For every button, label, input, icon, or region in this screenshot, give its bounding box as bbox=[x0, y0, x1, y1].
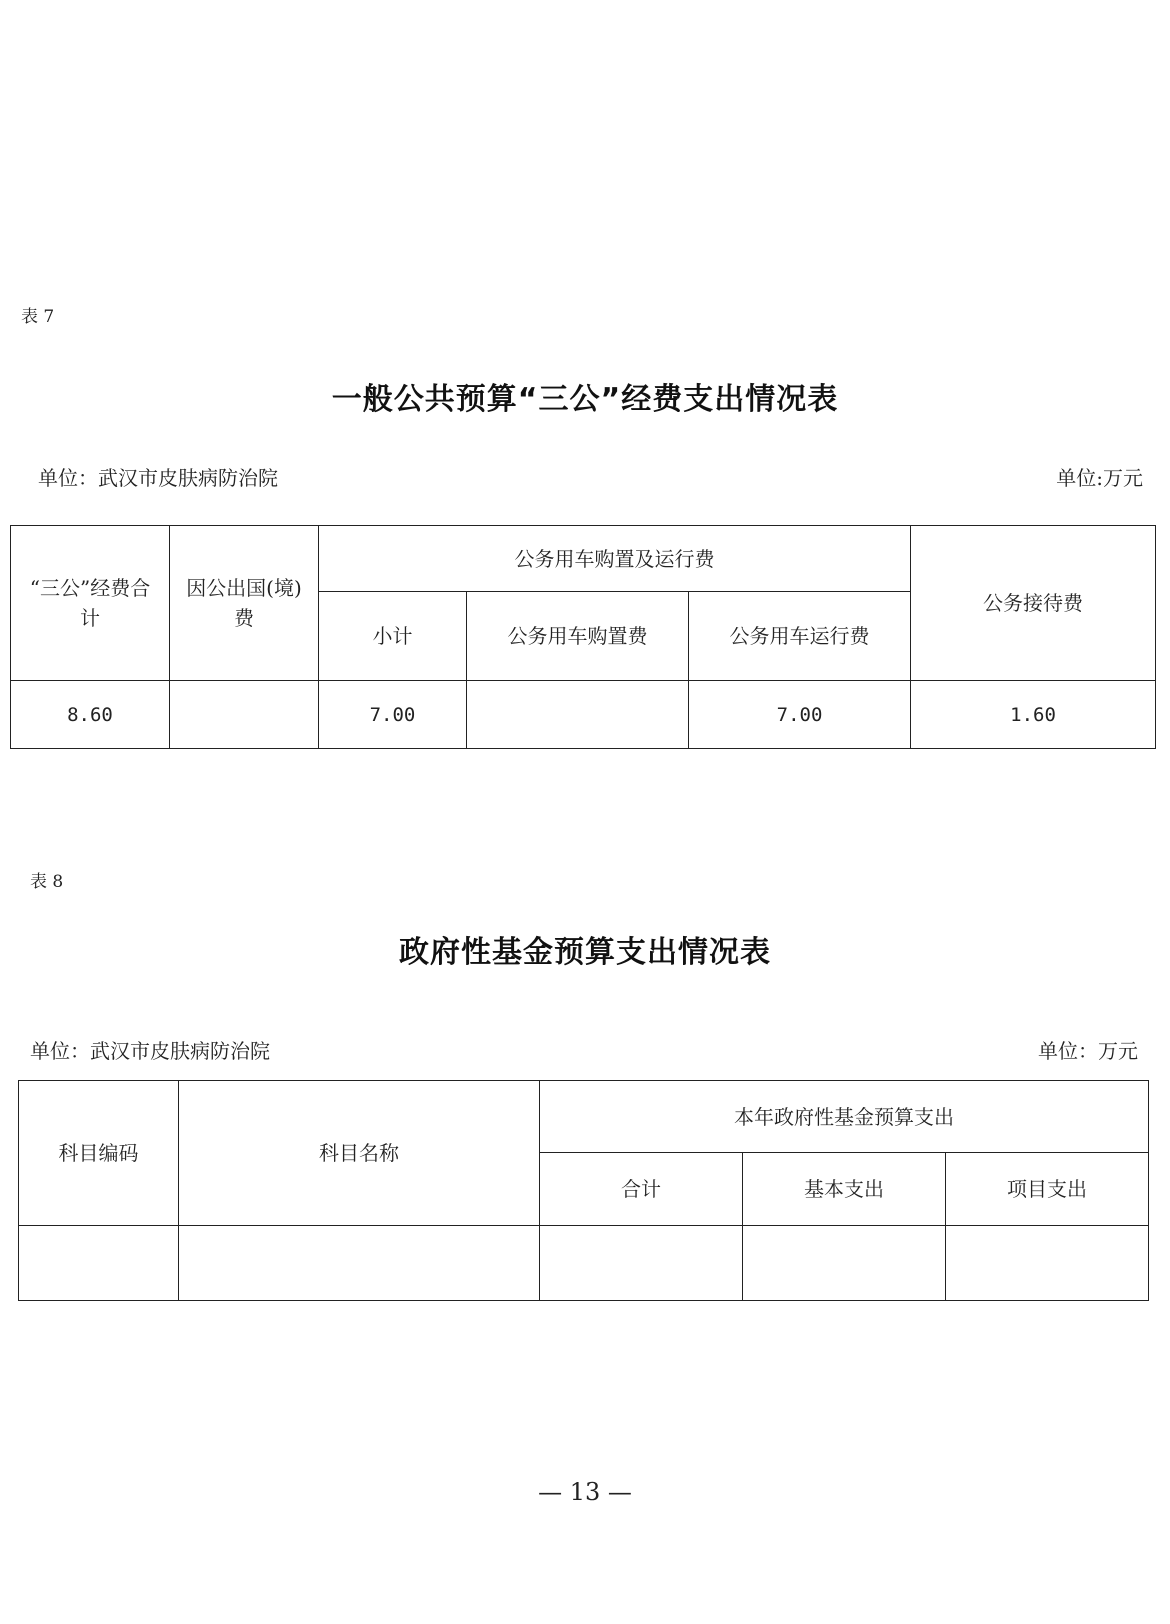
header-abroad bbox=[170, 526, 319, 681]
table7 bbox=[10, 525, 1156, 749]
header-total-line1: “三公”经费合 bbox=[29, 576, 151, 600]
cell-fund-project bbox=[946, 1226, 1149, 1301]
table7-unit-right: 单位:万元 bbox=[1056, 466, 1143, 490]
table8-title: 政府性基金预算支出情况表 bbox=[399, 935, 771, 970]
header-fund-project: 项目支出 bbox=[946, 1153, 1149, 1226]
cell-code bbox=[19, 1226, 179, 1301]
header-abroad-line2: 费 bbox=[234, 606, 254, 630]
cell-abroad bbox=[170, 681, 319, 749]
header-total-line2: 计 bbox=[80, 606, 100, 630]
header-name: 科目名称 bbox=[179, 1081, 540, 1226]
cell-subtotal: 7.00 bbox=[319, 681, 467, 749]
table-row bbox=[19, 1226, 1149, 1301]
header-total bbox=[11, 526, 170, 681]
header-vehicle-group: 公务用车购置及运行费 bbox=[319, 526, 911, 592]
cell-vehicle-purchase bbox=[467, 681, 689, 749]
header-code: 科目编码 bbox=[19, 1081, 179, 1226]
table8-header-row-1 bbox=[19, 1081, 1149, 1153]
table8-tag: 表 8 bbox=[30, 872, 64, 892]
header-abroad-line1: 因公出国(境) bbox=[186, 576, 302, 600]
table7-tag: 表 7 bbox=[21, 307, 55, 327]
page-number: — 13 — bbox=[538, 1478, 632, 1506]
header-subtotal: 小计 bbox=[319, 592, 467, 681]
header-fund-basic: 基本支出 bbox=[743, 1153, 946, 1226]
table8-unit-left: 单位：武汉市皮肤病防治院 bbox=[30, 1039, 270, 1063]
header-vehicle-purchase: 公务用车购置费 bbox=[467, 592, 689, 681]
table-row bbox=[11, 681, 1156, 749]
cell-fund-total bbox=[540, 1226, 743, 1301]
cell-reception: 1.60 bbox=[911, 681, 1156, 749]
table7-unit-left: 单位：武汉市皮肤病防治院 bbox=[38, 466, 278, 490]
table7-header-row-1 bbox=[11, 526, 1156, 592]
header-fund-group: 本年政府性基金预算支出 bbox=[540, 1081, 1149, 1153]
cell-fund-basic bbox=[743, 1226, 946, 1301]
cell-name bbox=[179, 1226, 540, 1301]
header-fund-total: 合计 bbox=[540, 1153, 743, 1226]
header-vehicle-operation: 公务用车运行费 bbox=[689, 592, 911, 681]
table8 bbox=[18, 1080, 1149, 1301]
header-reception: 公务接待费 bbox=[911, 526, 1156, 681]
table8-unit-right: 单位：万元 bbox=[1038, 1039, 1138, 1063]
cell-vehicle-operation: 7.00 bbox=[689, 681, 911, 749]
cell-total: 8.60 bbox=[11, 681, 170, 749]
table7-title: 一般公共预算“三公”经费支出情况表 bbox=[331, 382, 839, 417]
